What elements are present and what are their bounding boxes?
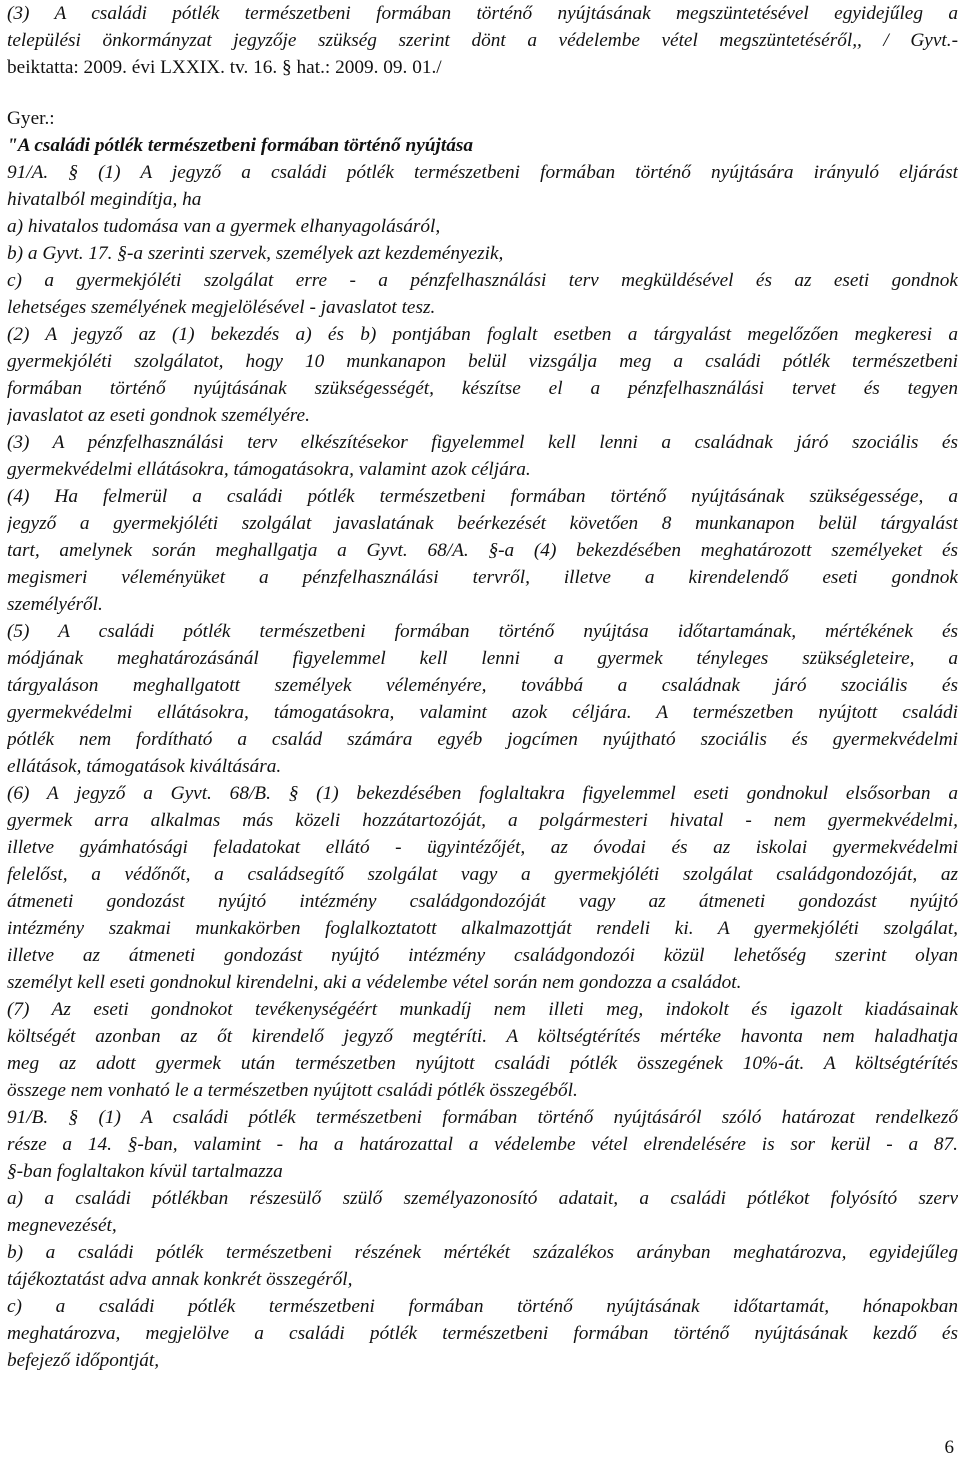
text-line: megismeri véleményüket a pénzfelhasználási tervről, illetve a kirendelendő eseti gondnok — [7, 567, 958, 588]
text-line: összege nem vonható le a természetben nyújtott családi pótlék összegéből. — [7, 1080, 578, 1101]
text-line: pótlék nem fordítható a család számára egyéb jogcímen nyújtható szociális és gyermekvédelmi — [7, 729, 958, 750]
text-line: illetve az átmeneti gondozást nyújtó intézmény családgondozói közül lehetőség szerint olyan — [7, 945, 958, 966]
text-line: tárgyaláson meghallgatott személyek véleményére, továbbá a családnak járó szociális és — [7, 675, 958, 696]
text-line: gyermekvédelmi ellátásokra, támogatásokra, valamint azok céljára. — [7, 459, 531, 480]
text-line: beiktatta: 2009. évi LXXIX. tv. 16. § hat.: 2009. 09. 01./ — [7, 57, 442, 78]
text-line: települési önkormányzat jegyzője szükség szerint dönt a védelembe vétel megszüntetéséről,, / Gyvt.- — [7, 30, 958, 51]
text-line: intézmény szakmai munkakörben foglalkoztatott alkalmazottját rendeli ki. A gyermekjóléti szolgálat, — [7, 918, 958, 939]
text-line: hivatalból megindítja, ha — [7, 189, 202, 210]
text-line: c) a családi pótlék természetbeni formában történő nyújtásának időtartamát, hónapokban — [7, 1296, 958, 1317]
text-line: b) a Gyvt. 17. §-a szerinti szervek, személyek azt kezdeményezik, — [7, 243, 504, 264]
text-line: része a 14. §-ban, valamint - ha a határozattal a védelembe vétel elrendelésére is sor kerül - a 87. — [7, 1134, 958, 1155]
text-line: "A családi pótlék természetbeni formában történő nyújtása — [7, 135, 473, 156]
text-line: c) a gyermekjóléti szolgálat erre - a pénzfelhasználási terv megküldésével és az eseti gondnok — [7, 270, 958, 291]
text-line: tart, amelynek során meghallgatja a Gyvt. 68/A. §-a (4) bekezdésében meghatározott személyeket és — [7, 540, 958, 561]
text-line: személyt kell eseti gondnokul kirendelni, aki a védelembe vétel során nem gondozza a családot. — [7, 972, 742, 993]
text-line: a) a családi pótlékban részesülő szülő személyazonosító adatait, a családi pótlékot folyósító szerv — [7, 1188, 958, 1209]
text-line: (5) A családi pótlék természetbeni formában történő nyújtása időtartamának, mértékének és — [7, 621, 958, 642]
text-line: befejező időpontját, — [7, 1350, 160, 1371]
text-line: Gyer.: — [7, 108, 55, 129]
text-line: átmeneti gondozást nyújtó intézmény családgondozóját vagy az átmeneti gondozást nyújtó — [7, 891, 958, 912]
text-line: (4) Ha felmerül a családi pótlék természetbeni formában történő nyújtásának szükségessége, a — [7, 486, 958, 507]
text-line: gyermekvédelmi ellátásokra, támogatásokra, valamint azok céljára. A természetben nyújtott családi — [7, 702, 958, 723]
text-line: ellátások, támogatások kiváltására. — [7, 756, 282, 777]
text-line: gyermek arra alkalmas más közeli hozzátartozóját, a polgármesteri hivatal - nem gyermekvédelmi, — [7, 810, 958, 831]
text-line: a) hivatalos tudomása van a gyermek elhanyagolásáról, — [7, 216, 441, 237]
text-line: meghatározva, megjelölve a családi pótlék természetbeni formában történő nyújtásának kezdő és — [7, 1323, 958, 1344]
text-line: (6) A jegyző a Gyvt. 68/B. § (1) bekezdésében foglaltakra figyelemmel eseti gondnokul elsősorban a — [7, 783, 958, 804]
text-line: módjának meghatározásánál figyelemmel kell lenni a gyermek tényleges szükségleteire, a — [7, 648, 958, 669]
text-line: költségét azonban az őt kirendelő jegyző megtéríti. A költségtérítés mértéke havonta nem haladhatja — [7, 1026, 958, 1047]
text-line: illetve gyámhatósági feladatokat ellátó - ügyintézőjét, az óvodai és az iskolai gyermekvédelmi — [7, 837, 958, 858]
text-line: meg az adott gyermek után természetben nyújtott családi pótlék összegének 10%-át. A költségtérítés — [7, 1053, 958, 1074]
text-line: (7) Az eseti gondnokot tevékenységéért munkadíj nem illeti meg, indokolt és igazolt kiadásainak — [7, 999, 958, 1020]
text-line: jegyző a gyermekjóléti szolgálat javaslatának beérkezését követően 8 munkanapon belül tárgyalást — [7, 513, 958, 534]
text-line: §-ban foglaltakon kívül tartalmazza — [7, 1161, 283, 1182]
text-line: tájékoztatást adva annak konkrét összegéről, — [7, 1269, 353, 1290]
text-line: 91/A. § (1) A jegyző a családi pótlék természetbeni formában történő nyújtására irányuló eljárást — [7, 162, 958, 183]
text-line: formában történő nyújtásának szükségességét, készítse el a pénzfelhasználási tervet és tegyen — [7, 378, 958, 399]
text-line: megnevezését, — [7, 1215, 117, 1236]
text-line: (3) A pénzfelhasználási terv elkészítésekor figyelemmel kell lenni a családnak járó szociális és — [7, 432, 958, 453]
text-line: b) a családi pótlék természetbeni részének mértékét százalékos arányban meghatározva, egyidejűleg — [7, 1242, 958, 1263]
text-line: személyéről. — [7, 594, 103, 615]
document-page — [7, 0, 958, 1374]
text-line: (3) A családi pótlék természetbeni formában történő nyújtásának megszüntetésével egyidejűleg a — [7, 3, 958, 24]
text-line: 91/B. § (1) A családi pótlék természetbeni formában történő nyújtásáról szóló határozat rendelkező — [7, 1107, 958, 1128]
text-line: gyermekjóléti szolgálatot, hogy 10 munkanapon belül vizsgálja meg a családi pótlék természetbeni — [7, 351, 958, 372]
page-number: 6 — [944, 1437, 954, 1458]
text-line: felelőst, a védőnőt, a családsegítő szolgálat vagy a gyermekjóléti szolgálat családgondozóját, az — [7, 864, 958, 885]
text-line: (2) A jegyző az (1) bekezdés a) és b) pontjában foglalt esetben a tárgyalást megelőzően megkeresi a — [7, 324, 958, 345]
text-line: lehetséges személyének megjelölésével - javaslatot tesz. — [7, 297, 436, 318]
text-line: javaslatot az eseti gondnok személyére. — [7, 405, 310, 426]
